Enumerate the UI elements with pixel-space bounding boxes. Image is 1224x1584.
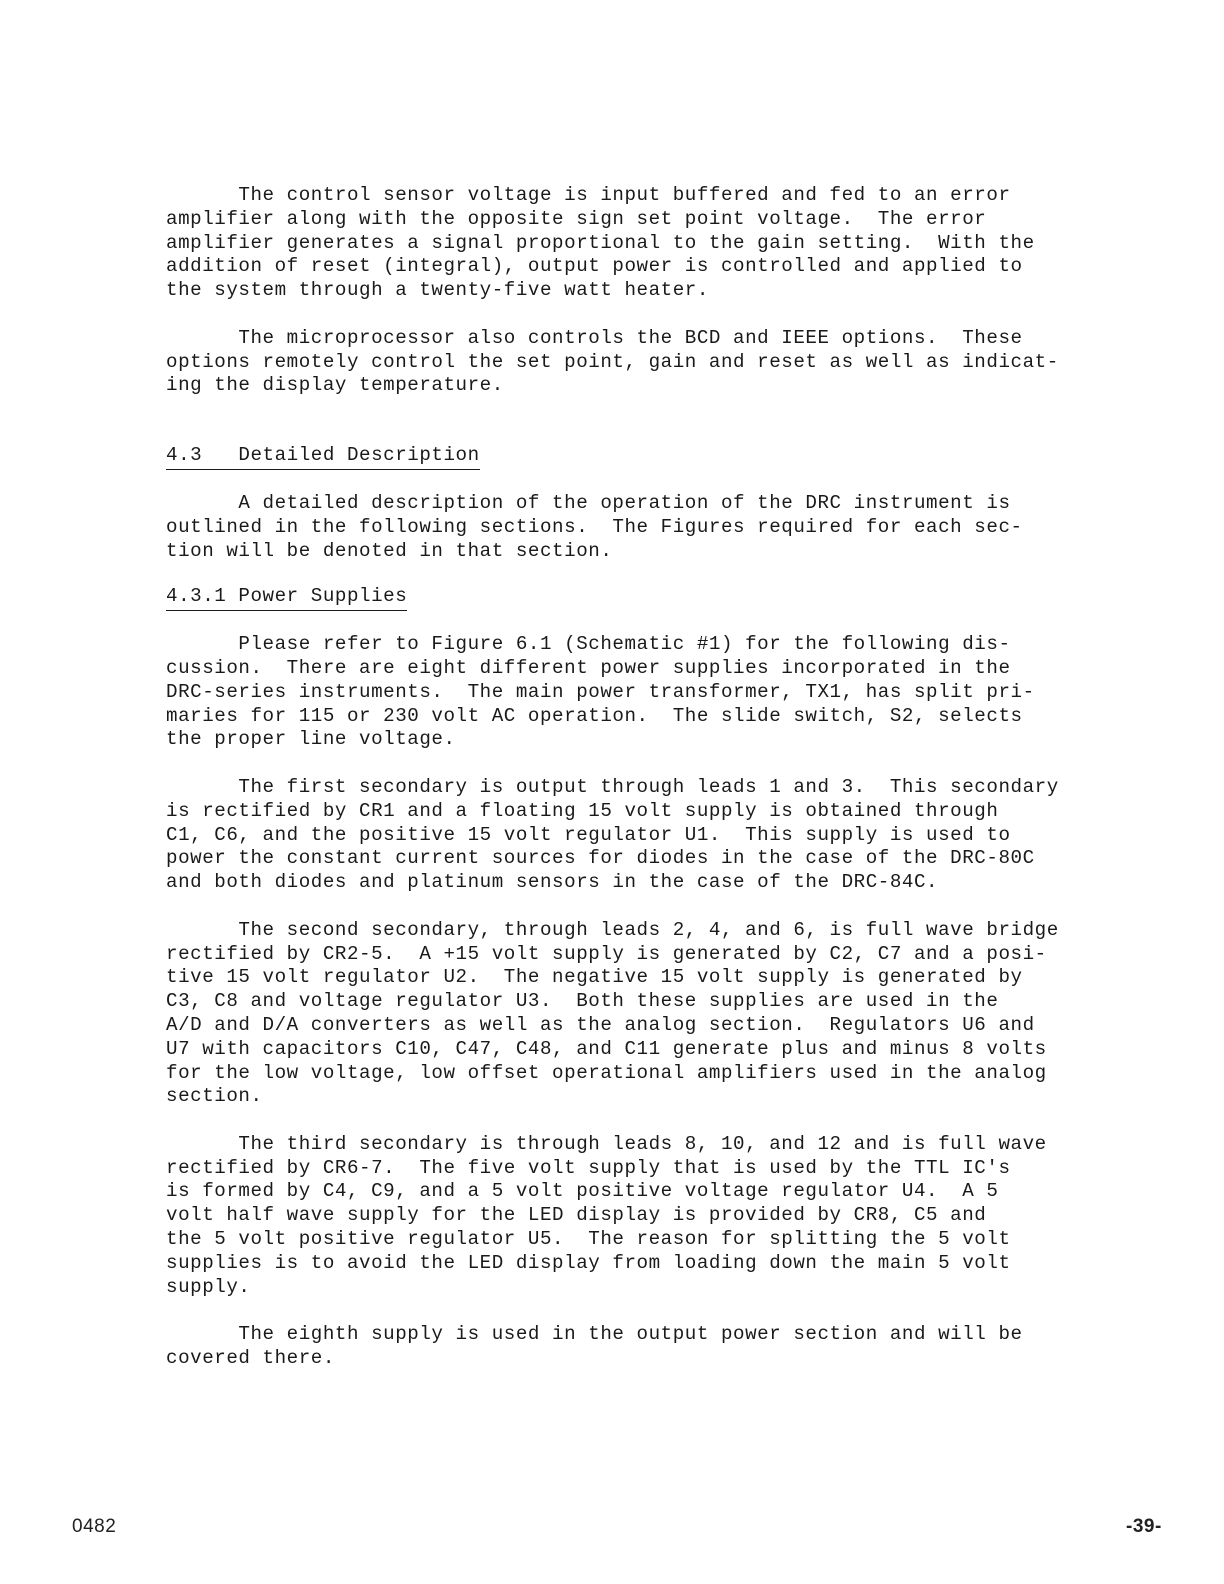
document-number: 0482 [72, 1516, 117, 1537]
section-4-3-1-heading-wrap [166, 585, 1066, 611]
paragraph-error-amplifier: The control sensor voltage is input buffered and fed to an error amplifier along with the opposite sign set point voltage. The error amplifier generates a signal proportional to the gain setting. With the addition of reset (integral), output power is controlled and applied to the system through a twenty-five watt heater. [166, 184, 1035, 302]
document-page [166, 184, 1066, 1371]
paragraph-power-supplies-intro: Please refer to Figure 6.1 (Schematic #1) for the following dis- cussion. There are eight different power supplies incorporated in the DRC-series instruments. The main power transformer, TX1, has split pri- maries for 115 or 230 volt AC operation. The slide switch, S2, selects the proper line voltage. [166, 633, 1035, 751]
page-number: -39- [1126, 1516, 1162, 1537]
section-heading-power-supplies: 4.3.1 Power Supplies [166, 585, 407, 611]
paragraph-third-secondary: The third secondary is through leads 8, 10, and 12 and is full wave rectified by CR6-7. The five volt supply that is used by the TTL IC's is formed by C4, C9, and a 5 volt positive voltage regulator U4. A 5 volt half wave supply for the LED display is provided by CR8, C5 and the 5 volt positive regulator U5. The reason for splitting the 5 volt supplies is to avoid the LED display from loading down the main 5 volt supply. [166, 1132, 1047, 1298]
paragraph-eighth-supply: The eighth supply is used in the output power section and will be covered there. [166, 1323, 1023, 1370]
paragraph-second-secondary: The second secondary, through leads 2, 4, and 6, is full wave bridge rectified by CR2-5. A +15 volt supply is generated by C2, C7 and a posi- tive 15 volt regulator U2. The negative 15 volt supply is generated by C3, C8 and voltage regulator U3. Both these supplies are used in the A/D and D/A converters as well as the analog section. Regulators U6 and U7 with capacitors C10, C47, C48, and C11 generate plus and minus 8 volts for the low voltage, low offset operational amplifiers used in the analog section. [166, 918, 1059, 1108]
paragraph-microprocessor-options: The microprocessor also controls the BCD and IEEE options. These options remotely control the set point, gain and reset as well as indicat- ing the display temperature. [166, 326, 1059, 397]
section-heading-detailed-description: 4.3 Detailed Description [166, 444, 480, 470]
paragraph-first-secondary: The first secondary is output through leads 1 and 3. This secondary is rectified by CR1 and a floating 15 volt supply is obtained through C1, C6, and the positive 15 volt regulator U1. This supply is used to power the constant current sources for diodes in the case of the DRC-80C and both diodes and platinum sensors in the case of the DRC-84C. [166, 775, 1059, 894]
paragraph-detailed-description: A detailed description of the operation of the DRC instrument is outlined in the following sections. The Figures required for each sec- tion will be denoted in that section. [166, 491, 1023, 562]
section-4-3-heading-wrap [166, 444, 1066, 470]
